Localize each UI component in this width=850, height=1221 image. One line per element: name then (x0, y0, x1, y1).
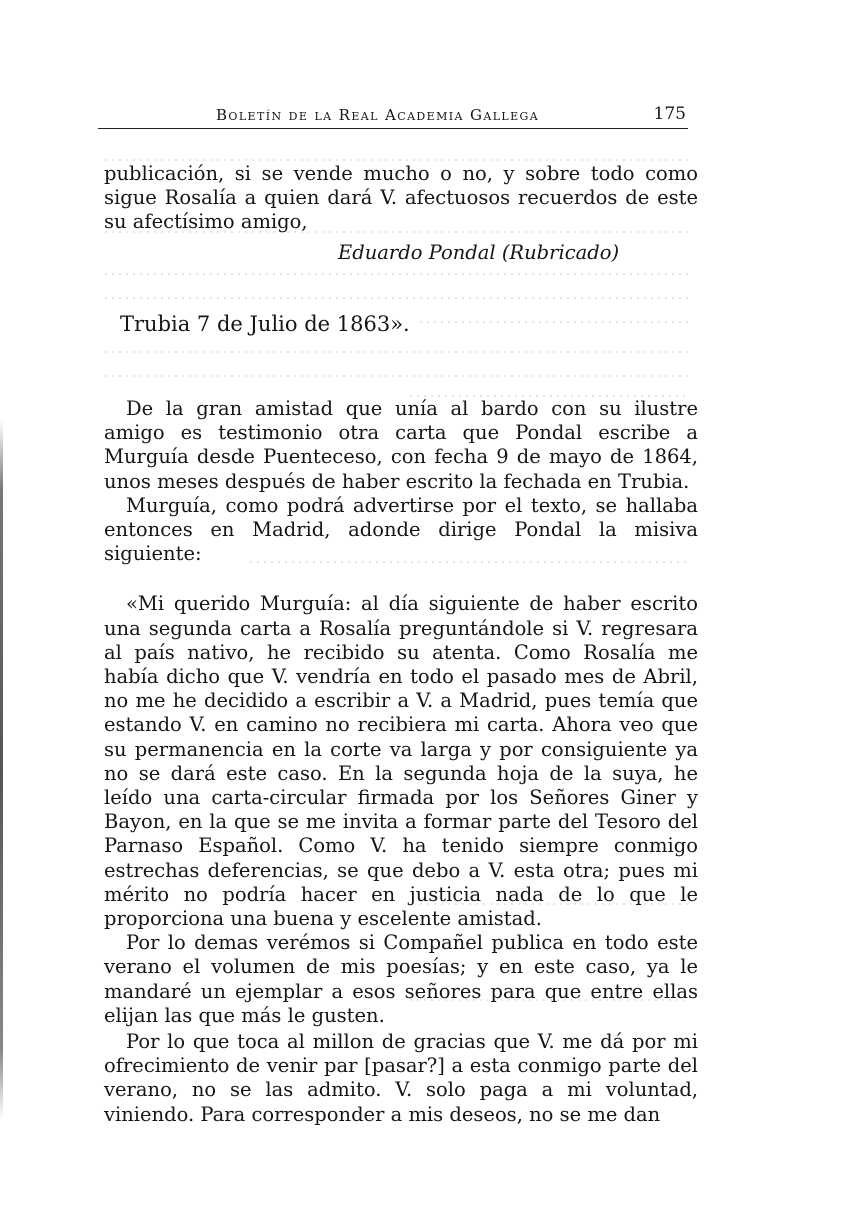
letter-closing (104, 162, 698, 235)
body-text (104, 397, 698, 1127)
running-header (98, 104, 688, 129)
letter-paragraph: Por lo que toca al millon de gracias que V. me dá por mi ofrecimiento de venir par [pasar?] a esta conmigo parte del verano, no se las admito. V. solo paga a mi voluntad, viniendo. Para corresponder a mis deseos, no se me dan (104, 1030, 698, 1126)
journal-title: Boletín de la Real Academia Gallega (216, 106, 540, 124)
binding-edge (0, 420, 3, 1120)
intro-paragraph: publicación, si se vende mucho o no, y sobre todo como sigue Rosalía a quien dará V. afectuosos recuerdos de este su afectísimo amigo, (104, 162, 698, 234)
letter-paragraph: «Mi querido Murguía: al día siguiente de haber escrito una segunda carta a Rosalía preguntándole si V. regresara al país nativo, he recibido su atenta. Como Rosalía me había dicho que V. vendría en todo el pasado mes de Abril, no me he decidido a escribir a V. a Madrid, pues temía que estando V. en camino no recibiera mi carta. Ahora veo que su permanencia en la corte va larga y por consiguiente ya no se dará este caso. En la segunda hoja de la suya, he leído una carta-circular firmada por los Señores Giner y Bayon, en la que se me invita a formar parte del Tesoro del Parnaso Español. Como V. ha tenido siempre conmigo estrechas deferencias, se que debo a V. esta otra; pues mi mérito no podría hacer en justicia nada de lo que le proporciona una buena y escelente amistad. (104, 592, 698, 931)
letter-paragraph: Por lo demas verémos si Compañel publica en todo este verano el volumen de mis poesías; y en este caso, ya le mandaré un ejemplar a esos señores para que entre ellas elijan las que más le gusten. (104, 931, 698, 1027)
page-number: 175 (653, 104, 686, 124)
paragraph: Murguía, como podrá advertirse por el texto, se hallaba entonces en Madrid, adonde dirige Pondal la misiva siguiente: (104, 493, 698, 566)
paragraph: De la gran amistad que unía al bardo con su ilustre amigo es testimonio otra carta que Pondal escribe a Murguía desde Puenteceso, con fecha 9 de mayo de 1864, unos meses después de haber escrito la fechada en Trubia. (104, 397, 698, 493)
signature: Eduardo Pondal (Rubricado) (338, 241, 620, 264)
place-date: Trubia 7 de Julio de 1863». (120, 312, 410, 336)
